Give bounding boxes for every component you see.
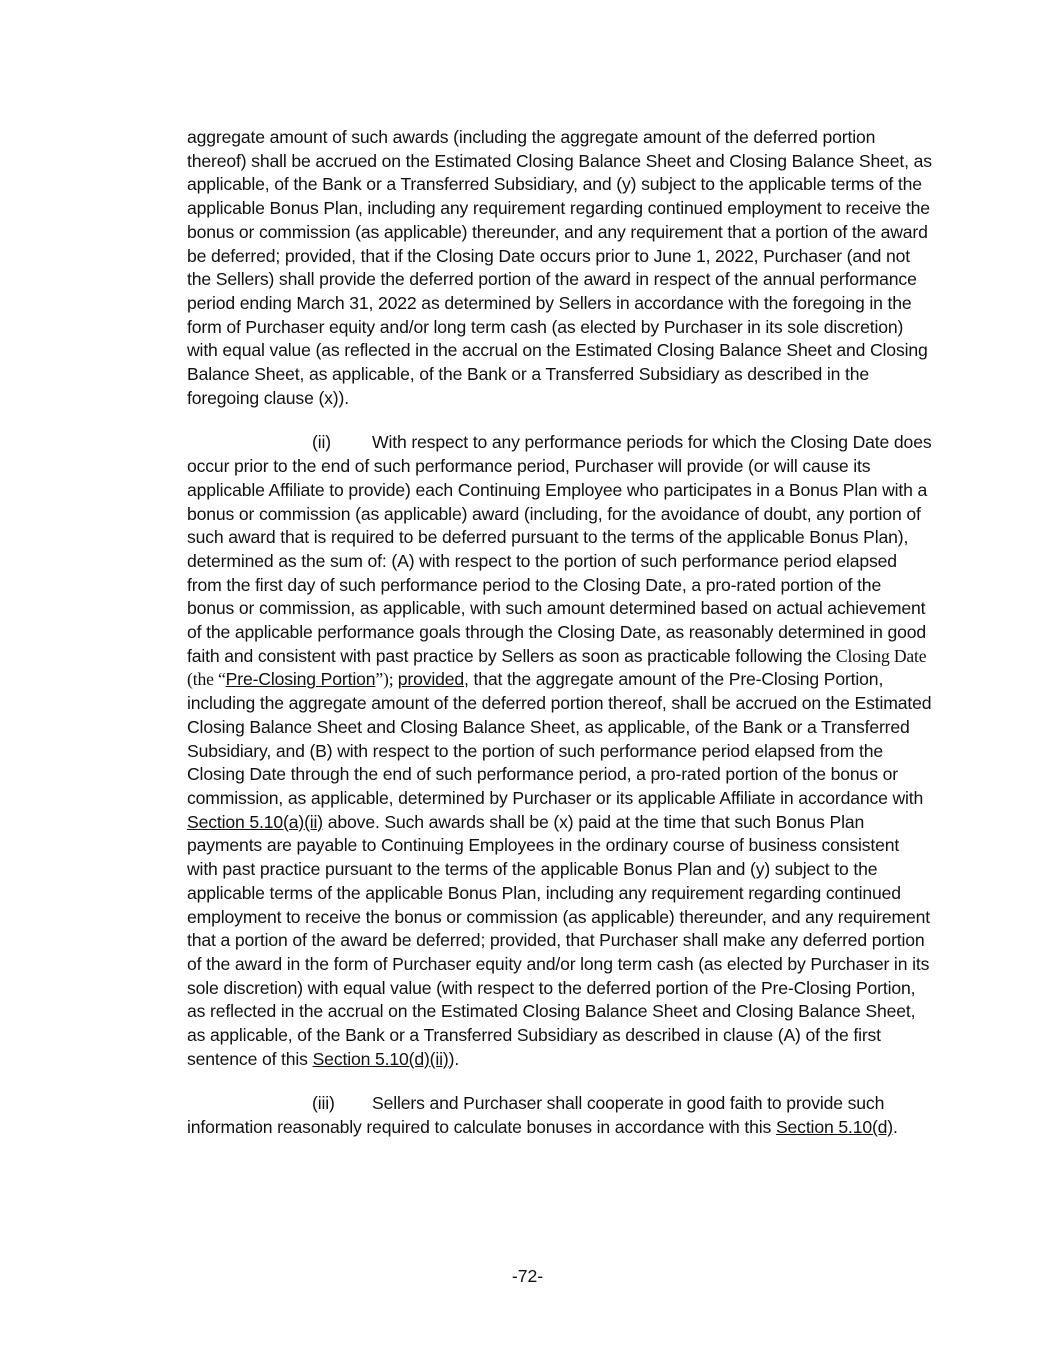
defined-term: Pre-Closing Portion — [225, 669, 376, 690]
paragraph-text: above. Such awards shall be (x) paid at the time that such Bonus Plan payments are payable to Continuing Employees in the ordinary course of business consistent with past practice pursuant to the terms of the applicable Bonus Plan and (y) subject to the applicable terms of the applicable Bonus Plan, including any requirement regarding continued employment to receive the bonus or commission (as applicable) thereunder, and any requirement that a portion of the award be deferred; provided, that Purchaser shall make any deferred portion of the award in the form of Purchaser equity and/or long term cash (as elected by Purchaser in its sole discretion) with equal value (with respect to the deferred portion of the Pre-Closing Portion, as reflected in the accrual on the Estimated Closing Balance Sheet and Closing Balance Sheet, as applicable, of the Bank or a Transferred Subsidiary as described in clause (A) of the first sentence of this — [187, 811, 930, 1069]
paragraph-text: With respect to any performance periods for which the Closing Date does occur prior to the end of such performance period, Purchaser will provide (or will cause its applicable Affiliate to provide) each Continuing Employee who participates in a Bonus Plan with a bonus or commission (as applicable) award (including, for the avoidance of doubt, any portion of such award that is required to be deferred pursuant to the terms of the applicable Bonus Plan), determined as the sum of: (A) with respect to the portion of such performance period elapsed from the first day of such performance period to the Closing Date, a pro-rated portion of the bonus or commission, as applicable, with such amount determined based on actual achievement of the applicable performance goals through the Closing Date, as reasonably determined in good faith and consistent with past practice by Sellers as soon as practicable following the — [187, 432, 932, 666]
paragraph-text: ”); — [375, 669, 398, 690]
provided-term: provided — [397, 669, 465, 690]
paragraph-iii — [187, 1092, 932, 1139]
paragraph-text: Sellers and Purchaser shall cooperate in good faith to provide such information reasonably required to calculate bonuses in accordance with this — [187, 1093, 885, 1138]
paragraph-text: . — [893, 1117, 898, 1138]
section-reference: Section 5.10(a)(ii) — [187, 811, 324, 832]
paragraph-text: ). — [448, 1048, 460, 1069]
section-reference: Section 5.10(d) — [775, 1117, 894, 1138]
clause-marker: (iii) — [312, 1093, 335, 1114]
page-body — [187, 126, 932, 1161]
clause-marker: (ii) — [312, 432, 331, 453]
paragraph-text: aggregate amount of such awards (including the aggregate amount of the deferred portion thereof) shall be accrued on the Estimated Closing Balance Sheet and Closing Balance Sheet, as applicable, of the Bank or a Transferred Subsidiary, and (y) subject to the applicable terms of the applicable Bonus Plan, including any requirement regarding continued employment to receive the bonus or commission (as applicable) thereunder, and any requirement that a portion of the award be deferred; provided, that if the Closing Date occurs prior to June 1, 2022, Purchaser (and not the Sellers) shall provide the deferred portion of the award in respect of the annual performance period ending March 31, 2022 as determined by Sellers in accordance with the foregoing in the form of Purchaser equity and/or long term cash (as elected by Purchaser in its sole discretion) with equal value (as reflected in the accrual on the Estimated Closing Balance Sheet and Closing Balance Sheet, as applicable, of the Bank or a Transferred Subsidiary as described in the foregoing clause (x)). — [187, 127, 932, 408]
paragraph-text: , that the aggregate amount of the Pre-Closing Portion, including the aggregate amount of the deferred portion thereof, shall be accrued on the Estimated Closing Balance Sheet and Closing Balance Sheet, as applicable, of the Bank or a Transferred Subsidiary, and (B) with respect to the portion of such performance period elapsed from the Closing Date through the end of such performance period, a pro-rated portion of the bonus or commission, as applicable, determined by Purchaser or its applicable Affiliate in accordance with — [187, 669, 932, 808]
page-number: -72- — [511, 1266, 544, 1286]
paragraph-continued — [187, 126, 932, 410]
paragraph-text: Closing Date (the “ — [187, 645, 927, 690]
paragraph-ii — [187, 431, 932, 1071]
section-reference: Section 5.10(d)(ii) — [312, 1048, 449, 1069]
